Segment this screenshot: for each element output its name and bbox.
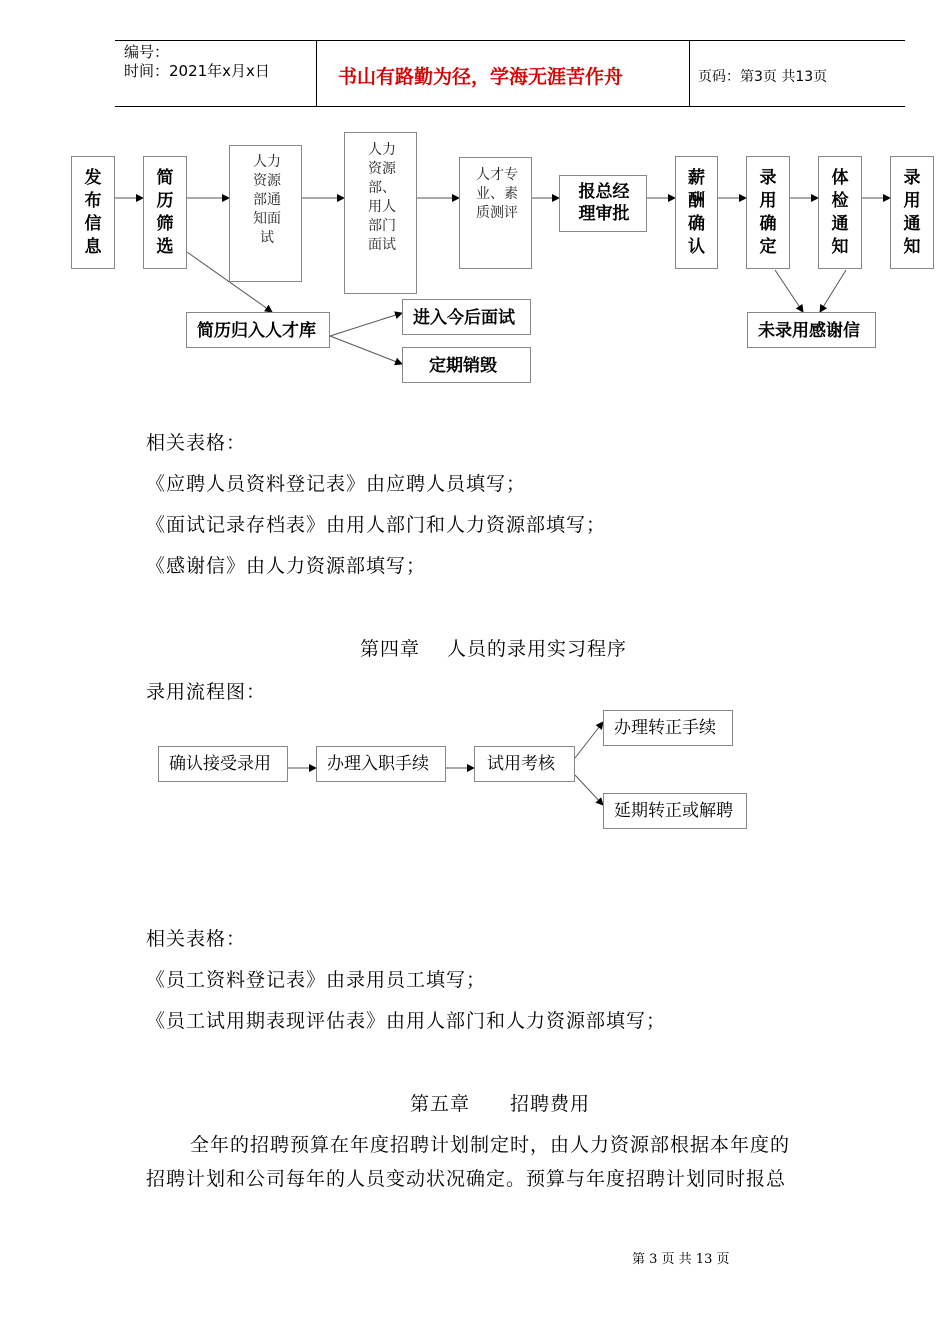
flow-step-label: 人才专业、素质测评 xyxy=(476,167,518,221)
flow-step-label: 简历筛选 xyxy=(156,167,174,257)
flow-branch-label: 简历归入人才库 xyxy=(197,321,316,341)
flow-step-label: 体检通知 xyxy=(831,167,849,257)
forms-line: 《员工试用期表现评估表》由用人部门和人力资源部填写； xyxy=(146,1010,667,1032)
flow2-step-label: 试用考核 xyxy=(487,754,555,774)
header-code-label: 编号： xyxy=(124,43,170,61)
flow-step-label: 人力资源部通知面试 xyxy=(253,154,281,246)
hiring-flow-label: 录用流程图： xyxy=(146,681,267,703)
forms-line: 《面试记录存档表》由用人部门和人力资源部填写； xyxy=(146,514,607,536)
flow2-step-label: 办理入职手续 xyxy=(327,754,429,774)
flow2-branch-label: 办理转正手续 xyxy=(614,718,716,738)
chapter-5-paragraph-line: 全年的招聘预算在年度招聘计划制定时，由人力资源部根据本年度的 xyxy=(190,1134,791,1156)
flow-step-hr-notify-interview xyxy=(229,145,302,282)
chapter-4-title: 第四章 人员的录用实习程序 xyxy=(360,638,628,660)
flow2-step-probation-review xyxy=(474,746,575,782)
forms-heading: 相关表格： xyxy=(146,432,247,454)
flow-step-resume-screening xyxy=(143,156,187,269)
flow-branch-label: 未录用感谢信 xyxy=(758,321,860,341)
flow-branch-thanks-letter xyxy=(747,312,876,348)
flow-step-label: 薪酬确认 xyxy=(688,167,705,257)
flow2-step-label: 确认接受录用 xyxy=(169,754,271,774)
flow-branch-archive xyxy=(186,312,330,348)
forms-line: 《员工资料登记表》由录用员工填写； xyxy=(146,969,487,991)
flow-step-salary-confirm xyxy=(675,156,718,269)
flow-branch-label: 定期销毁 xyxy=(429,356,497,376)
header-time-label: 时间：2021年x月x日 xyxy=(124,62,270,80)
flow2-step-accept-offer xyxy=(158,746,288,782)
flow-branch-destroy xyxy=(402,347,531,383)
flow2-step-onboarding xyxy=(316,746,446,782)
header-motto: 书山有路勤为径，学海无涯苦作舟 xyxy=(338,66,624,88)
flow-step-label: 录用通知 xyxy=(903,167,921,257)
chapter-5-paragraph-line: 招聘计划和公司每年的人员变动状况确定。预算与年度招聘计划同时报总 xyxy=(146,1168,787,1190)
forms-line: 《应聘人员资料登记表》由应聘人员填写； xyxy=(146,473,527,495)
flow-step-label: 人力资源部、用人部门面试 xyxy=(368,142,396,253)
flow-branch-future-interview xyxy=(402,299,531,335)
flow2-branch-regularization xyxy=(603,710,733,746)
flow-step-medical-notice xyxy=(818,156,862,269)
header-page-info: 页码：第3页 共13页 xyxy=(698,69,828,85)
chapter-5-title: 第五章 招聘费用 xyxy=(410,1093,591,1115)
flow-step-label: 录用确定 xyxy=(759,167,777,257)
flow-step-offer-notice xyxy=(890,156,934,269)
footer-page-number: 第 3 页 共 13 页 xyxy=(632,1252,730,1267)
flow-step-publish-info xyxy=(71,156,115,269)
forms-line: 《感谢信》由人力资源部填写； xyxy=(146,555,427,577)
forms-heading: 相关表格： xyxy=(146,928,247,950)
flow-step-talent-assessment xyxy=(459,157,532,269)
flow-step-hr-dept-interview xyxy=(344,132,417,294)
flow-step-gm-approval xyxy=(559,175,647,232)
flow-step-label: 发布信息 xyxy=(84,167,102,257)
flow-step-label: 报总经理审批 xyxy=(578,182,630,224)
flow2-branch-label: 延期转正或解聘 xyxy=(614,801,733,821)
flow-step-hire-decision xyxy=(746,156,790,269)
flow2-branch-extend-or-dismiss xyxy=(603,793,747,829)
flow-branch-label: 进入今后面试 xyxy=(413,308,515,328)
